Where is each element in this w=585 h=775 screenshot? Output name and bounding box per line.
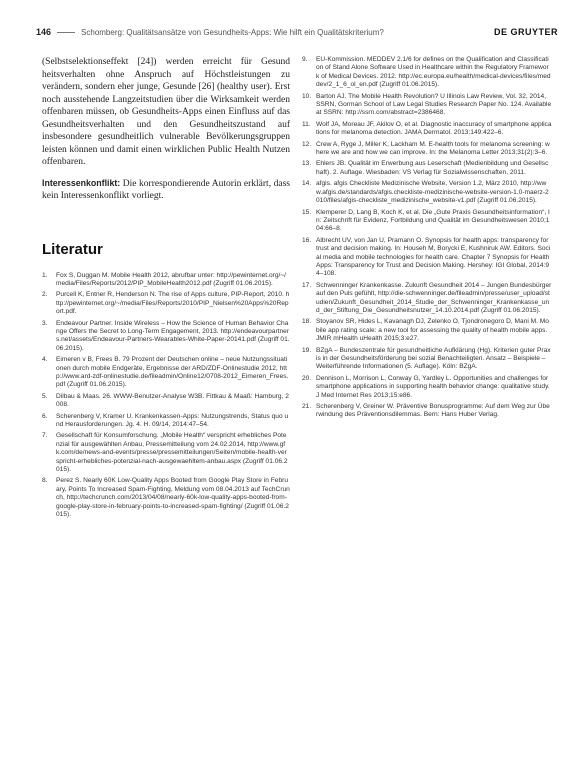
reference-item bbox=[42, 393, 290, 410]
reference-item bbox=[302, 209, 552, 234]
reference-number: 17. bbox=[302, 281, 312, 289]
reference-number: 5. bbox=[42, 392, 48, 400]
reference-text: Barton AJ. The Mobile Health Revolution? U Illinois Law Review, Vol. 32, 2014, SSRN, Gorman School of Law Legal Studies Research Paper No. 124. Available at SSRN: http://ssrn.com/abstract=2386468. bbox=[316, 92, 552, 117]
right-column bbox=[302, 56, 552, 423]
reference-text: EU-Kommission. MEDDEV 2.1/6 for defines on the Qualification and Classification of Stand Alone Software Used in Healthcare within the Regulatory Framework of Medical Devices. 2012. http://ec.europa.eu/health/medical-devices/files/meddev/2_1_6_ol_en.pdf (Zugriff 01.06.2015). bbox=[316, 56, 551, 89]
reference-text: Dilbau & Maas. 26. WWW-Benutzer-Analyse W3B. Fittkau & Maaß: Hamburg, 2008. bbox=[56, 392, 289, 409]
reference-text: Wolf JA, Moreau JF, Akilov O, et al. Diagnostic inaccuracy of smartphone applications for melanoma detection. JAMA Dermatol. 2013;149:422–6. bbox=[316, 120, 552, 137]
reference-number: 11. bbox=[302, 120, 311, 128]
page-number: 146 bbox=[36, 27, 52, 37]
reference-item bbox=[42, 432, 290, 474]
left-column bbox=[42, 56, 290, 522]
reference-text: Dennison L, Morrison L, Conway G, Yardley L. Opportunities and challenges for smartphone applications in supporting health behavior change: qualitative study. J Med Internet Res 2013;15:e86. bbox=[316, 374, 550, 399]
reference-text: Stoyanov SR, Hides L, Kavanagh DJ, Zelenko O, Tjondronegoro D, Mani M. Mobile app rating scale: a new tool for assessing the quality of health mobile apps. JMIR mHealth uHealth 2015;3:e27. bbox=[316, 318, 549, 343]
reference-text: Eimeren v B, Frees B. 79 Prozent der Deutschen online – neue Nutzungssituationen durch mobile Endgeräte, Ergebnisse der ARD/ZDF-Onlinestudie 2012, http://www.ard-zdf-onlinestudie.de/fileadmin/Online12/0708-2012_Eimeren_Frees.pdf (Zugriff 01.06.2015). bbox=[56, 356, 289, 389]
reference-list-left bbox=[42, 272, 290, 520]
reference-number: 13. bbox=[302, 160, 312, 168]
reference-number: 21. bbox=[302, 403, 312, 411]
reference-number: 16. bbox=[302, 236, 312, 244]
reference-number: 4. bbox=[42, 356, 48, 364]
reference-number: 2. bbox=[42, 291, 48, 299]
reference-text: Scherenberg V, Kramer U. Krankenkassen-Apps: Nutzungstrends, Status quo und Herausforderungen. Jg. 4. H. 09/14, 2014:47–54. bbox=[56, 412, 289, 428]
reference-number: 6. bbox=[42, 412, 48, 420]
running-header bbox=[36, 25, 558, 39]
reference-item bbox=[42, 291, 290, 316]
reference-number: 14. bbox=[302, 180, 312, 188]
reference-text: Scherenberg V, Greiner W. Präventive Bonusprogramme: Auf dem Weg zur Überwindung des Präventionsdilemmas. Bern: Hans Huber Verlag. bbox=[316, 403, 550, 419]
reference-text: afgis. afgis Checkliste Medizinische Website, Version 1.2, März 2010, http://www.afgis.de/standards/afgis.checkliste-medizinische-website-version-1.0-maerz-2010/files/afgis-checkliste_medizinische_website-v1.pdf (Zugriff 01.06.2015). bbox=[316, 180, 549, 205]
reference-item bbox=[302, 347, 552, 372]
reference-item bbox=[302, 160, 552, 177]
reference-item bbox=[42, 413, 290, 430]
reference-number: 1. bbox=[42, 271, 48, 279]
reference-text: BZgA – Bundeszentrale für gesundheitliche Aufklärung (Hg). Kriterien guter Praxis in der Gesundheitsförderung bei sozial Benachteiligten. Ansatz – Beispiele – Weiterführende Informationen (5. Auflage). Köln: BZgA. bbox=[316, 346, 551, 371]
reference-item bbox=[302, 318, 552, 343]
reference-item bbox=[42, 477, 290, 519]
reference-item bbox=[302, 237, 552, 279]
reference-item bbox=[302, 121, 552, 138]
reference-item bbox=[302, 141, 552, 158]
reference-item bbox=[302, 93, 552, 118]
reference-item bbox=[302, 403, 552, 420]
reference-number: 10. bbox=[302, 92, 312, 100]
reference-number: 9. bbox=[302, 56, 308, 63]
body-paragraph: (Selbstselektionseffekt [24]) werden erreicht für Gesund heitsverhalten ohne Anspruch auf Höchstleistungen zu verändern, sondern eher junge, Gesunde [26] (healthy user). Erst noch ausstehende Langzeitstudien über die Wirksamkeit werden offenbaren müssen, ob Gesundheits-Apps einen Einfluss auf das Gesundheitsverhalten und den Gesundheitszustand auf insbesondere gesundheitlich vulnerable Bevölkerungsgruppen leisten können und damit einen wirklichen Public Health Nutzen offenbaren. bbox=[42, 57, 290, 167]
reference-item bbox=[42, 320, 290, 354]
reference-list-right bbox=[302, 56, 552, 420]
reference-item bbox=[302, 180, 552, 205]
reference-number: 19. bbox=[302, 346, 312, 354]
reference-item bbox=[302, 56, 552, 90]
literature-heading: Literatur bbox=[42, 240, 103, 258]
reference-number: 7. bbox=[42, 432, 48, 440]
reference-text: Purcell K, Entner R, Henderson N. The rise of Apps culture, PIP-Report, 2010. http://pewinternet.org/~/media/Files/Reports/2010/PIP_Nielsen%20Apps%20Report.pdf. bbox=[56, 291, 290, 316]
reference-number: 20. bbox=[302, 374, 312, 382]
header-rule bbox=[57, 32, 75, 33]
reference-text: Klemperer D, Lang B, Koch K, et al. Die „Gute Praxis Gesundheitsinformation“, In: Zeitschrift für Evidenz, Fortbildung und Qualität im Gesundheitswesen 2010;104:66–8. bbox=[316, 208, 550, 233]
reference-text: Albrecht UV, von Jan U, Pramann O. Synopsis for health apps: transparency for trust and decision making. In: Househ M, Borycki E, Kushniruk AW. Editors. Social media and mobile technologies for health care. Chapter 7 Synopsis for Health Apps: Transparency for Trust and Decision Making. Hershey: IGI Global, 2014:94–108. bbox=[316, 236, 551, 278]
reference-number: 12. bbox=[302, 140, 312, 148]
reference-item bbox=[42, 272, 290, 289]
reference-text: Ehlers JB. Qualität im Erwerbung aus Leserschaft (Medienbildung und Gesellschaft). 2. Auflage. Wiesbaden: VS Verlag für Sozialwissenschaften, 2011. bbox=[316, 160, 549, 176]
reference-text: Schwenninger Krankenkasse. Zukunft Gesundheit 2014 – Jungen Bundesbürger auf den Puls gefühlt, http://die-schwenninger.de/fileadmin/presse/user_upload/studien/Zukunft_Gesundheit_2014_Studie_der_Schwenninger_Krankenkasse_und_der_Stiftung_Die_Gesundheitsnutzer_14.10.2014.pdf (Zugriff 01.06.2015). bbox=[316, 281, 552, 314]
reference-text: Fox S, Duggan M. Mobile Health 2012, abrufbar unter: http://pewinternet.org/~/media/Files/Reports/2012/PIP_MobileHealth2012.pdf (Zugriff 01.06.2015). bbox=[56, 271, 286, 287]
conflict-of-interest bbox=[42, 177, 290, 203]
reference-number: 8. bbox=[42, 477, 48, 485]
reference-item bbox=[302, 282, 552, 316]
conflict-text: Die korrespondierende Autorin erklärt, dass kein Interessenkonflikt vorliegt. bbox=[42, 178, 290, 201]
publisher-logo: DE GRUYTER bbox=[493, 27, 558, 37]
conflict-label: Interessenkonflikt: bbox=[42, 177, 121, 188]
reference-text: Crew A, Ryge J, Miller K, Lackham M. E-health tools for melanoma screening: where we are and how we can improve. In: the Melanoma Letter 2013;31(2):3–6. bbox=[316, 140, 550, 157]
reference-text: Gesellschaft für Konsumforschung. „Mobile Health“ verspricht erhebliches Potenzial für ausgewählten Anbau, Pressemitteilung vom 24.02.2014, http://www.gfk.com/de/news-and-events/presse/pressemitteilungen/Seiten/mobile-health-verspricht-erhebliches-potenzial-nach-ausgewaehltem-anbau.aspx (Zugriff 01.06.2015). bbox=[56, 432, 288, 474]
reference-item bbox=[42, 356, 290, 390]
reference-item bbox=[302, 375, 552, 400]
running-title: Schomberg: Qualitätsansätze von Gesundheits-Apps: Wie hilft ein Qualitätskriterium? bbox=[81, 27, 384, 37]
reference-number: 15. bbox=[302, 208, 312, 216]
reference-text: Perez S. Nearly 60K Low-Quality Apps Booted from Google Play Store in February, Points To Increased Spam-Fighting, Meldung vom 08.04.2013 auf TechCrunch, http://techcrunch.com/2013/04/08/nearly-60k-low-quality-apps-booted-from-google-play-store-in-february-points-to-increased-spam-fighting/ (Zugriff 01.06.2015). bbox=[56, 477, 290, 519]
reference-number: 18. bbox=[302, 318, 312, 326]
reference-number: 3. bbox=[42, 319, 48, 327]
reference-text: Endeavour Partner. Inside Wireless – How the Science of Human Behavior Change Offers the Secret to Long-Term Engagement, 2013. http://endeavourpartners.net/assets/Endeavour-Partners-Wearables-White-Paper-20141.pdf (Zugriff 01.06.2015). bbox=[56, 319, 290, 352]
